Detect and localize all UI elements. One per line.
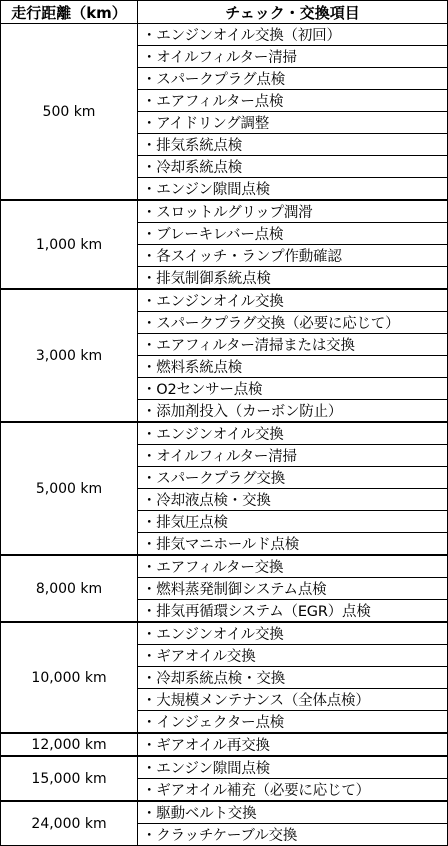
table-row <box>1 289 448 312</box>
item-cell: ・クラッチケーブル交換 <box>138 824 448 846</box>
item-cell: ・オイルフィルター清掃 <box>138 46 448 68</box>
table-row <box>1 200 448 223</box>
table-row <box>1 24 448 46</box>
item-cell: ・エンジン隙間点検 <box>138 756 448 779</box>
item-cell: ・冷却系統点検 <box>138 156 448 178</box>
item-cell: ・燃料系統点検 <box>138 356 448 378</box>
item-cell: ・エンジンオイル交換 <box>138 289 448 312</box>
item-cell: ・各スイッチ・ランプ作動確認 <box>138 245 448 267</box>
distance-header: 走行距離（km） <box>1 1 138 24</box>
distance-cell: 10,000 km <box>1 622 138 733</box>
distance-cell: 24,000 km <box>1 801 138 846</box>
distance-cell: 5,000 km <box>1 422 138 555</box>
item-cell: ・スパークプラグ交換（必要に応じて） <box>138 312 448 334</box>
item-cell: ・燃料蒸発制御システム点検 <box>138 578 448 600</box>
item-cell: ・排気制御系統点検 <box>138 267 448 290</box>
table-row <box>1 622 448 645</box>
item-cell: ・オイルフィルター清掃 <box>138 445 448 467</box>
item-cell: ・駆動ベルト交換 <box>138 801 448 824</box>
item-cell: ・冷却液点検・交換 <box>138 489 448 511</box>
item-cell: ・排気再循環システム（EGR）点検 <box>138 600 448 623</box>
item-cell: ・大規模メンテナンス（全体点検） <box>138 689 448 711</box>
item-cell: ・スパークプラグ交換 <box>138 467 448 489</box>
item-cell: ・添加剤投入（カーボン防止） <box>138 400 448 423</box>
item-cell: ・O2センサー点検 <box>138 378 448 400</box>
item-cell: ・エアフィルター点検 <box>138 90 448 112</box>
table-body <box>1 24 448 846</box>
items-header: チェック・交換項目 <box>138 1 448 24</box>
item-cell: ・排気マニホールド点検 <box>138 533 448 556</box>
table-row <box>1 555 448 578</box>
item-cell: ・ギアオイル再交換 <box>138 733 448 756</box>
table-row <box>1 422 448 445</box>
distance-cell: 8,000 km <box>1 555 138 622</box>
item-cell: ・排気圧点検 <box>138 511 448 533</box>
item-cell: ・ブレーキレバー点検 <box>138 223 448 245</box>
item-cell: ・ギアオイル補充（必要に応じて） <box>138 779 448 802</box>
item-cell: ・インジェクター点検 <box>138 711 448 734</box>
distance-cell: 3,000 km <box>1 289 138 422</box>
distance-cell: 1,000 km <box>1 200 138 289</box>
item-cell: ・エンジンオイル交換 <box>138 422 448 445</box>
distance-cell: 12,000 km <box>1 733 138 756</box>
table-row <box>1 801 448 824</box>
distance-cell: 500 km <box>1 24 138 201</box>
item-cell: ・エンジン隙間点検 <box>138 178 448 201</box>
distance-cell: 15,000 km <box>1 756 138 801</box>
item-cell: ・エンジンオイル交換（初回） <box>138 24 448 46</box>
item-cell: ・ギアオイル交換 <box>138 645 448 667</box>
item-cell: ・エンジンオイル交換 <box>138 622 448 645</box>
item-cell: ・スロットルグリップ潤滑 <box>138 200 448 223</box>
item-cell: ・スパークプラグ点検 <box>138 68 448 90</box>
table-row <box>1 756 448 779</box>
item-cell: ・冷却系統点検・交換 <box>138 667 448 689</box>
item-cell: ・エアフィルター交換 <box>138 555 448 578</box>
item-cell: ・エアフィルター清掃または交換 <box>138 334 448 356</box>
item-cell: ・アイドリング調整 <box>138 112 448 134</box>
item-cell: ・排気系統点検 <box>138 134 448 156</box>
header-row <box>1 1 448 24</box>
table-row <box>1 733 448 756</box>
